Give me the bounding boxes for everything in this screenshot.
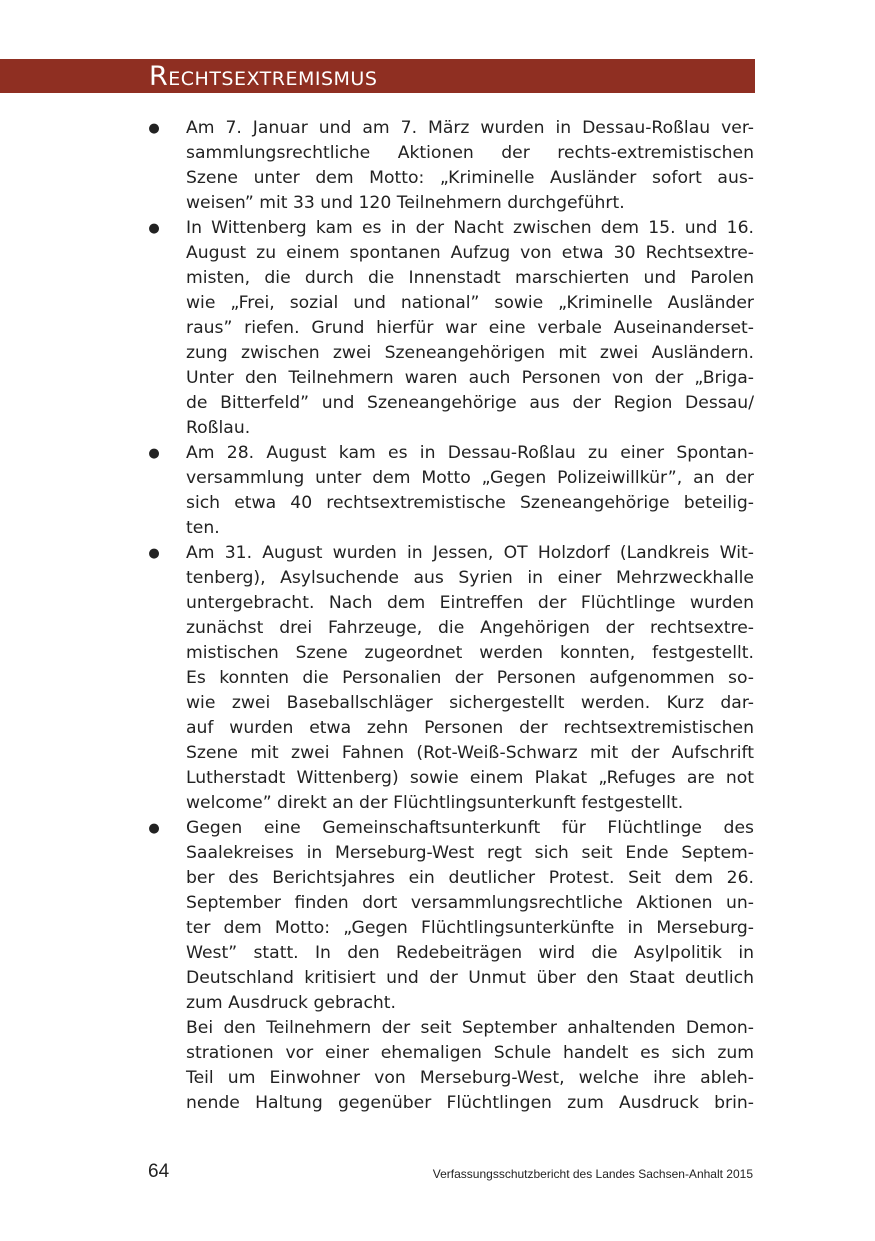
text-line: mistischen Szene zugeordnet werden konnten, festgestellt. bbox=[186, 643, 754, 663]
bullet-icon: ● bbox=[148, 546, 160, 561]
bullet-icon: ● bbox=[148, 121, 160, 136]
text-line: weisen” mit 33 und 120 Teilnehmern durchgeführt. bbox=[186, 193, 625, 213]
text-line: August zu einem spontanen Aufzug von etwa 30 Rechtsextre- bbox=[186, 243, 754, 263]
text-line: welcome” direkt an der Flüchtlingsunterkunft festgestellt. bbox=[186, 793, 684, 813]
text-line: Szene mit zwei Fahnen (Rot-Weiß-Schwarz mit der Aufschrift bbox=[186, 743, 754, 763]
bullet-icon: ● bbox=[148, 446, 160, 461]
text-line: auf wurden etwa zehn Personen der rechtsextremistischen bbox=[186, 718, 754, 738]
text-line: Es konnten die Personalien der Personen aufgenommen so- bbox=[186, 668, 754, 688]
list-item bbox=[0, 216, 875, 441]
text-line: untergebracht. Nach dem Eintreffen der Flüchtlinge wurden bbox=[186, 593, 754, 613]
text-line: Roßlau. bbox=[186, 418, 251, 438]
text-line: Lutherstadt Wittenberg) sowie einem Plakat „Refuges are not bbox=[186, 768, 754, 788]
text-line: misten, die durch die Innenstadt marschierten und Parolen bbox=[186, 268, 754, 288]
text-line: ter dem Motto: „Gegen Flüchtlingsunterkünfte in Merseburg- bbox=[186, 918, 754, 938]
text-line: Am 31. August wurden in Jessen, OT Holzdorf (Landkreis Wit- bbox=[186, 543, 754, 563]
text-line: wie zwei Baseballschläger sichergestellt werden. Kurz dar- bbox=[186, 693, 754, 713]
text-line: Bei den Teilnehmern der seit September anhaltenden Demon- bbox=[186, 1018, 754, 1038]
text-line: September finden dort versammlungsrechtliche Aktionen un- bbox=[186, 893, 754, 913]
text-line: nende Haltung gegenüber Flüchtlingen zum Ausdruck brin- bbox=[186, 1093, 754, 1113]
text-line: Am 7. Januar und am 7. März wurden in Dessau-Roßlau ver- bbox=[186, 118, 754, 138]
list-item bbox=[0, 441, 875, 541]
text-line: versammlung unter dem Motto „Gegen Polizeiwillkür”, an der bbox=[186, 468, 754, 488]
text-line: wie „Frei, sozial und national” sowie „Kriminelle Ausländer bbox=[186, 293, 754, 313]
text-line: tenberg), Asylsuchende aus Syrien in einer Mehrzweckhalle bbox=[186, 568, 754, 588]
text-line: sammlungsrechtliche Aktionen der rechts-extremistischen bbox=[186, 143, 754, 163]
list-item bbox=[0, 116, 875, 216]
list-item bbox=[0, 541, 875, 816]
text-line: strationen vor einer ehemaligen Schule handelt es sich zum bbox=[186, 1043, 754, 1063]
text-line: Deutschland kritisiert und der Unmut über den Staat deutlich bbox=[186, 968, 754, 988]
text-line: raus” riefen. Grund hierfür war eine verbale Auseinanderset- bbox=[186, 318, 754, 338]
text-line: ten. bbox=[186, 518, 220, 538]
text-line: zung zwischen zwei Szeneangehörigen mit zwei Ausländern. bbox=[186, 343, 754, 363]
bullet-icon: ● bbox=[148, 821, 160, 836]
publication-title: Verfassungsschutzbericht des Landes Sachsen-Anhalt 2015 bbox=[432, 1167, 753, 1181]
text-line: ber des Berichtsjahres ein deutlicher Protest. Seit dem 26. bbox=[186, 868, 754, 888]
text-line: zum Ausdruck gebracht. bbox=[186, 993, 397, 1013]
text-line: In Wittenberg kam es in der Nacht zwischen dem 15. und 16. bbox=[186, 218, 754, 238]
text-line: Gegen eine Gemeinschaftsunterkunft für Flüchtlinge des bbox=[186, 818, 754, 838]
text-line: sich etwa 40 rechtsextremistische Szeneangehörige beteilig- bbox=[186, 493, 754, 513]
text-line: Unter den Teilnehmern waren auch Personen von der „Briga- bbox=[186, 368, 754, 388]
text-line: Szene unter dem Motto: „Kriminelle Ausländer sofort aus- bbox=[186, 168, 754, 188]
bullet-icon: ● bbox=[148, 221, 160, 236]
text-line: Am 28. August kam es in Dessau-Roßlau zu einer Spontan- bbox=[186, 443, 754, 463]
text-line: de Bitterfeld” und Szeneangehörige aus der Region Dessau/ bbox=[186, 393, 754, 413]
section-header-bar bbox=[0, 59, 755, 93]
text-line: West” statt. In den Redebeiträgen wird die Asylpolitik in bbox=[186, 943, 754, 963]
section-title: Rechtsextremismus bbox=[149, 61, 378, 92]
bullet-list bbox=[0, 116, 875, 1116]
text-line: Saalekreises in Merseburg-West regt sich seit Ende Septem- bbox=[186, 843, 754, 863]
list-item bbox=[0, 816, 875, 1116]
text-line: Teil um Einwohner von Merseburg-West, welche ihre ableh- bbox=[186, 1068, 754, 1088]
page-number: 64 bbox=[148, 1161, 170, 1182]
text-line: zunächst drei Fahrzeuge, die Angehörigen der rechtsextre- bbox=[186, 618, 754, 638]
